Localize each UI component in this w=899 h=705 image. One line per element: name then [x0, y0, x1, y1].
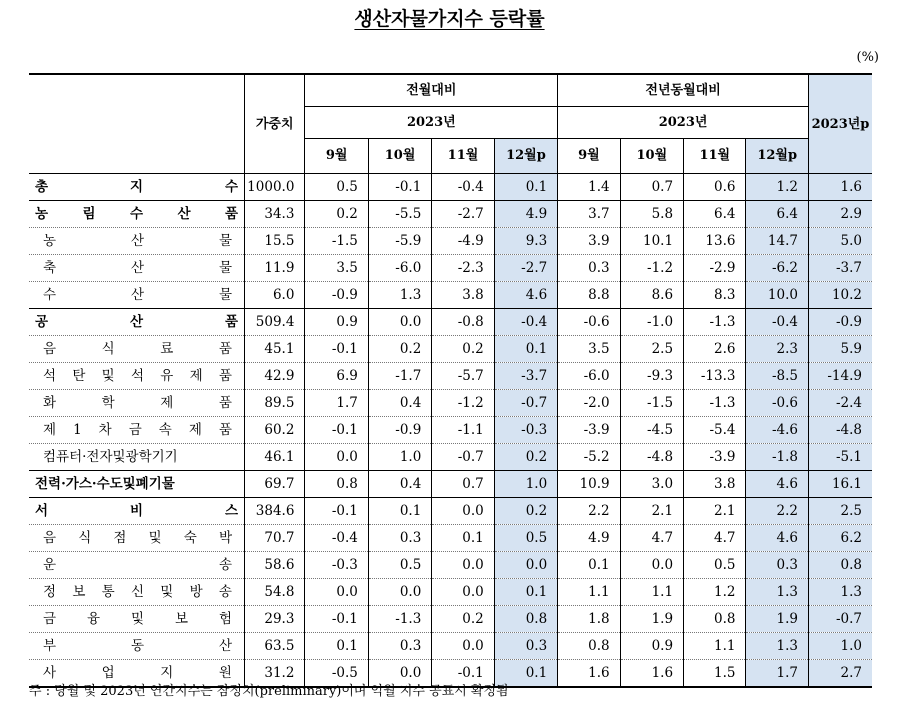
mom-year-header: 2023년: [305, 107, 558, 139]
annual-cell: -0.7: [808, 606, 872, 633]
yoy-cell: 8.6: [620, 282, 683, 309]
mom-cell: -0.7: [494, 390, 557, 417]
yoy-cell: -1.5: [620, 390, 683, 417]
yoy-cell: 0.5: [684, 552, 746, 579]
mom-cell: -0.4: [432, 174, 494, 201]
yoy-cell: 1.3: [746, 579, 808, 606]
yoy-cell: 0.3: [558, 255, 620, 282]
table-row: [29, 363, 872, 390]
yoy-cell: -5.2: [558, 444, 620, 471]
yoy-cell: -4.8: [620, 444, 683, 471]
yoy-cell: 1.7: [746, 660, 808, 688]
mom-cell: -2.3: [432, 255, 494, 282]
mom-cell: -0.1: [305, 336, 368, 363]
yoy-year-header: 2023년: [558, 107, 809, 139]
yoy-month-header: 12월p: [746, 139, 808, 174]
row-label: 전력·가스·수도및폐기물: [29, 471, 245, 498]
mom-cell: 0.1: [494, 336, 557, 363]
mom-cell: 0.3: [368, 633, 431, 660]
table-row: [29, 390, 872, 417]
row-label: 음 식 점 및 숙 박: [29, 525, 245, 552]
yoy-cell: 8.3: [684, 282, 746, 309]
mom-cell: -0.5: [305, 660, 368, 688]
yoy-cell: 1.2: [746, 174, 808, 201]
yoy-cell: -13.3: [684, 363, 746, 390]
category-header: [29, 74, 245, 174]
yoy-cell: 0.3: [746, 552, 808, 579]
yoy-month-header: 10월: [620, 139, 683, 174]
mom-cell: -1.7: [368, 363, 431, 390]
mom-cell: 0.4: [368, 471, 431, 498]
yoy-cell: -1.3: [684, 309, 746, 336]
mom-cell: 0.7: [432, 471, 494, 498]
table-row: [29, 498, 872, 525]
table-row: [29, 336, 872, 363]
weight-cell: 46.1: [245, 444, 305, 471]
table-row: [29, 552, 872, 579]
table-row: [29, 255, 872, 282]
table-row: [29, 282, 872, 309]
yoy-cell: 0.9: [620, 633, 683, 660]
mom-cell: 4.9: [494, 201, 557, 228]
yoy-cell: -0.6: [558, 309, 620, 336]
row-label: 서 비 스: [29, 498, 245, 525]
mom-cell: 0.9: [305, 309, 368, 336]
row-label: 석 탄 및 석 유 제 품: [29, 363, 245, 390]
mom-month-header: 9월: [305, 139, 368, 174]
yoy-cell: 2.2: [746, 498, 808, 525]
yoy-month-header: 11월: [684, 139, 746, 174]
unit-label: (%): [856, 50, 879, 65]
mom-cell: 0.0: [432, 552, 494, 579]
mom-cell: -0.9: [368, 417, 431, 444]
mom-cell: 0.0: [368, 309, 431, 336]
row-label: 부 동 산: [29, 633, 245, 660]
yoy-cell: 3.5: [558, 336, 620, 363]
mom-cell: -0.3: [494, 417, 557, 444]
mom-cell: -1.1: [432, 417, 494, 444]
yoy-cell: 1.1: [684, 633, 746, 660]
yoy-cell: 3.0: [620, 471, 683, 498]
yoy-cell: 0.7: [620, 174, 683, 201]
mom-cell: 6.9: [305, 363, 368, 390]
yoy-cell: 10.0: [746, 282, 808, 309]
yoy-cell: 6.4: [684, 201, 746, 228]
mom-cell: 0.0: [432, 633, 494, 660]
yoy-cell: 4.6: [746, 471, 808, 498]
mom-cell: 0.0: [368, 579, 431, 606]
table-row: [29, 471, 872, 498]
annual-cell: 1.3: [808, 579, 872, 606]
row-label: 농 산 물: [29, 228, 245, 255]
weight-cell: 63.5: [245, 633, 305, 660]
table-row: [29, 579, 872, 606]
yoy-cell: -2.0: [558, 390, 620, 417]
yoy-cell: 1.1: [620, 579, 683, 606]
yoy-cell: 1.5: [684, 660, 746, 688]
mom-cell: 0.3: [368, 525, 431, 552]
mom-cell: 1.0: [368, 444, 431, 471]
mom-cell: 0.8: [305, 471, 368, 498]
yoy-cell: 10.9: [558, 471, 620, 498]
mom-cell: -0.7: [432, 444, 494, 471]
mom-cell: -0.1: [432, 660, 494, 688]
yoy-cell: 1.8: [558, 606, 620, 633]
table-row: [29, 228, 872, 255]
mom-cell: -5.7: [432, 363, 494, 390]
weight-cell: 54.8: [245, 579, 305, 606]
mom-cell: 0.1: [494, 174, 557, 201]
yoy-cell: 2.3: [746, 336, 808, 363]
yoy-cell: 6.4: [746, 201, 808, 228]
mom-cell: 0.5: [368, 552, 431, 579]
yoy-cell: -2.9: [684, 255, 746, 282]
yoy-cell: 0.1: [558, 552, 620, 579]
table-body: [29, 174, 872, 688]
yoy-cell: 2.5: [620, 336, 683, 363]
table-row: [29, 174, 872, 201]
mom-cell: -5.5: [368, 201, 431, 228]
weight-cell: 89.5: [245, 390, 305, 417]
mom-cell: 1.7: [305, 390, 368, 417]
annual-cell: 2.9: [808, 201, 872, 228]
yoy-cell: 0.6: [684, 174, 746, 201]
mom-cell: -6.0: [368, 255, 431, 282]
yoy-cell: 1.4: [558, 174, 620, 201]
mom-cell: -1.5: [305, 228, 368, 255]
mom-cell: 0.1: [432, 525, 494, 552]
row-label: 제 1 차 금 속 제 품: [29, 417, 245, 444]
mom-cell: 0.0: [368, 660, 431, 688]
weight-cell: 42.9: [245, 363, 305, 390]
yoy-cell: -1.0: [620, 309, 683, 336]
mom-cell: 0.1: [494, 579, 557, 606]
row-label: 음 식 료 품: [29, 336, 245, 363]
yoy-cell: -1.2: [620, 255, 683, 282]
row-label: 공 산 품: [29, 309, 245, 336]
annual-cell: -14.9: [808, 363, 872, 390]
mom-cell: 0.2: [432, 606, 494, 633]
mom-cell: -2.7: [432, 201, 494, 228]
weight-cell: 29.3: [245, 606, 305, 633]
yoy-cell: -3.9: [558, 417, 620, 444]
weight-cell: 31.2: [245, 660, 305, 688]
annual-cell: -4.8: [808, 417, 872, 444]
weight-cell: 1000.0: [245, 174, 305, 201]
yoy-cell: -0.6: [746, 390, 808, 417]
row-label: 총 지 수: [29, 174, 245, 201]
yoy-cell: 0.8: [684, 606, 746, 633]
table-row: [29, 606, 872, 633]
mom-cell: 0.1: [305, 633, 368, 660]
mom-month-header: 11월: [432, 139, 494, 174]
row-label: 정 보 통 신 및 방 송: [29, 579, 245, 606]
yoy-cell: 1.6: [620, 660, 683, 688]
yoy-cell: 5.8: [620, 201, 683, 228]
annual-cell: 2.7: [808, 660, 872, 688]
row-label: 농 림 수 산 품: [29, 201, 245, 228]
annual-cell: -2.4: [808, 390, 872, 417]
yoy-month-header: 9월: [558, 139, 620, 174]
row-label: 사 업 지 원: [29, 660, 245, 688]
row-label: 금 융 및 보 험: [29, 606, 245, 633]
mom-cell: 0.5: [494, 525, 557, 552]
yoy-cell: 10.1: [620, 228, 683, 255]
mom-cell: 0.8: [494, 606, 557, 633]
yoy-cell: 3.8: [684, 471, 746, 498]
table-row: [29, 309, 872, 336]
yoy-cell: 1.1: [558, 579, 620, 606]
mom-cell: -0.1: [305, 417, 368, 444]
weight-cell: 509.4: [245, 309, 305, 336]
yoy-cell: 0.8: [558, 633, 620, 660]
mom-cell: -0.8: [432, 309, 494, 336]
yoy-cell: 4.6: [746, 525, 808, 552]
mom-cell: -0.1: [305, 606, 368, 633]
row-label: 컴퓨터·전자및광학기기: [29, 444, 245, 471]
mom-cell: -5.9: [368, 228, 431, 255]
annual-cell: 10.2: [808, 282, 872, 309]
annual-cell: 5.0: [808, 228, 872, 255]
report-title: 생산자물가지수 등락률: [354, 8, 545, 30]
weight-cell: 34.3: [245, 201, 305, 228]
annual-cell: 5.9: [808, 336, 872, 363]
row-label: 수 산 물: [29, 282, 245, 309]
mom-cell: -0.4: [305, 525, 368, 552]
yoy-cell: 1.9: [746, 606, 808, 633]
yoy-cell: 13.6: [684, 228, 746, 255]
annual-cell: -0.9: [808, 309, 872, 336]
table-row: [29, 417, 872, 444]
mom-month-header: 12월p: [494, 139, 557, 174]
yoy-cell: 14.7: [746, 228, 808, 255]
yoy-cell: -9.3: [620, 363, 683, 390]
mom-cell: 1.3: [368, 282, 431, 309]
mom-cell: 0.1: [494, 660, 557, 688]
mom-cell: -0.9: [305, 282, 368, 309]
yoy-cell: -3.9: [684, 444, 746, 471]
yoy-cell: -6.0: [558, 363, 620, 390]
yoy-cell: -4.5: [620, 417, 683, 444]
weight-cell: 11.9: [245, 255, 305, 282]
yoy-cell: -0.4: [746, 309, 808, 336]
yoy-cell: 0.0: [620, 552, 683, 579]
yoy-cell: -8.5: [746, 363, 808, 390]
annual-cell: 6.2: [808, 525, 872, 552]
yoy-cell: -6.2: [746, 255, 808, 282]
mom-cell: 3.5: [305, 255, 368, 282]
mom-cell: -0.1: [368, 174, 431, 201]
row-label: 화 학 제 품: [29, 390, 245, 417]
annual-cell: 1.6: [808, 174, 872, 201]
yoy-cell: 3.7: [558, 201, 620, 228]
weight-cell: 6.0: [245, 282, 305, 309]
mom-cell: 0.0: [305, 579, 368, 606]
mom-cell: 0.4: [368, 390, 431, 417]
yoy-cell: -1.8: [746, 444, 808, 471]
annual-header: 2023년p: [808, 74, 872, 174]
yoy-cell: 2.1: [684, 498, 746, 525]
mom-cell: 0.1: [368, 498, 431, 525]
mom-cell: 0.0: [305, 444, 368, 471]
annual-cell: 16.1: [808, 471, 872, 498]
weight-cell: 384.6: [245, 498, 305, 525]
mom-cell: -0.1: [305, 498, 368, 525]
weight-cell: 15.5: [245, 228, 305, 255]
annual-cell: -3.7: [808, 255, 872, 282]
mom-cell: -0.3: [305, 552, 368, 579]
yoy-cell: 2.2: [558, 498, 620, 525]
weight-cell: 60.2: [245, 417, 305, 444]
row-label: 축 산 물: [29, 255, 245, 282]
weight-cell: 70.7: [245, 525, 305, 552]
yoy-cell: 2.1: [620, 498, 683, 525]
mom-cell: 3.8: [432, 282, 494, 309]
annual-cell: 0.8: [808, 552, 872, 579]
yoy-header: 전년동월대비: [558, 74, 809, 107]
yoy-cell: 1.6: [558, 660, 620, 688]
table-row: [29, 525, 872, 552]
annual-cell: 1.0: [808, 633, 872, 660]
annual-cell: 2.5: [808, 498, 872, 525]
mom-cell: 0.2: [494, 498, 557, 525]
mom-cell: 1.0: [494, 471, 557, 498]
mom-cell: 0.2: [432, 336, 494, 363]
mom-cell: 0.0: [432, 579, 494, 606]
yoy-cell: 4.7: [684, 525, 746, 552]
mom-cell: 0.0: [494, 552, 557, 579]
footnote: 주 : 당월 및 2023년 연간지수는 잠정치(preliminary)이며 익월 지수 공표시 확정됨: [29, 684, 509, 699]
weight-header: 가중치: [245, 74, 305, 174]
mom-cell: -1.2: [432, 390, 494, 417]
table-row: [29, 201, 872, 228]
mom-header: 전월대비: [305, 74, 558, 107]
ppi-table: [29, 73, 872, 688]
weight-cell: 45.1: [245, 336, 305, 363]
mom-cell: -1.3: [368, 606, 431, 633]
yoy-cell: -4.6: [746, 417, 808, 444]
yoy-cell: 1.2: [684, 579, 746, 606]
mom-cell: -2.7: [494, 255, 557, 282]
yoy-cell: 1.3: [746, 633, 808, 660]
mom-cell: 0.2: [494, 444, 557, 471]
mom-cell: 9.3: [494, 228, 557, 255]
mom-cell: 4.6: [494, 282, 557, 309]
yoy-cell: -1.3: [684, 390, 746, 417]
yoy-cell: 1.9: [620, 606, 683, 633]
row-label: 운 송: [29, 552, 245, 579]
mom-cell: -3.7: [494, 363, 557, 390]
yoy-cell: 4.7: [620, 525, 683, 552]
mom-cell: 0.2: [368, 336, 431, 363]
table-row: [29, 633, 872, 660]
table-row: [29, 444, 872, 471]
mom-cell: 0.2: [305, 201, 368, 228]
yoy-cell: 4.9: [558, 525, 620, 552]
mom-cell: 0.0: [432, 498, 494, 525]
yoy-cell: 2.6: [684, 336, 746, 363]
yoy-cell: 8.8: [558, 282, 620, 309]
mom-cell: -0.4: [494, 309, 557, 336]
weight-cell: 69.7: [245, 471, 305, 498]
mom-month-header: 10월: [368, 139, 431, 174]
annual-cell: -5.1: [808, 444, 872, 471]
mom-cell: 0.3: [494, 633, 557, 660]
yoy-cell: -5.4: [684, 417, 746, 444]
mom-cell: 0.5: [305, 174, 368, 201]
mom-cell: -4.9: [432, 228, 494, 255]
weight-cell: 58.6: [245, 552, 305, 579]
yoy-cell: 3.9: [558, 228, 620, 255]
